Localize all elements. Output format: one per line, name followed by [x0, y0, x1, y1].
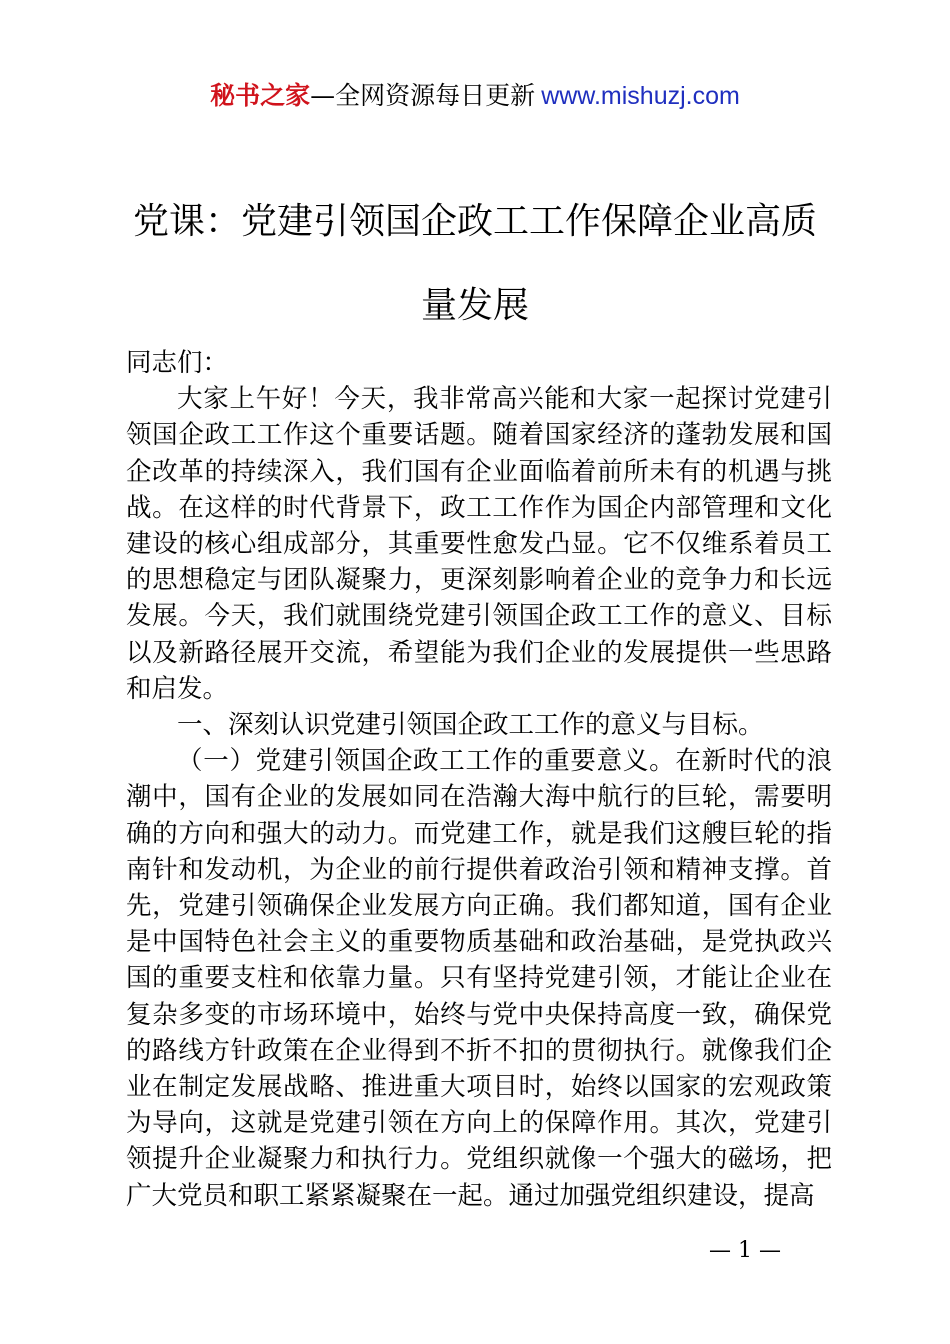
page-number: — 1 — [709, 1238, 781, 1263]
site-brand: 秘书之家 [210, 81, 311, 110]
section-heading-1: 一、深刻认识党建引领国企政工工作的意义与目标。 [177, 710, 764, 741]
site-tagline: —全网资源每日更新 [310, 81, 536, 110]
site-banner [0, 78, 950, 114]
paragraph-section-1-1: （一）党建引领国企政工工作的重要意义。在新时代的浪潮中，国有企业的发展如同在浩瀚大海中航行的巨轮，需要明确的方向和强大的动力。而党建工作，就是我们这艘巨轮的指南针和发动机，为企业的前行提供着政治引领和精神支撑。首先，党建引领确保企业发展方向正确。我们都知道，国有企业是中国特色社会主义的重要物质基础和政治基础，是党执政兴国的重要支柱和依靠力量。只有坚持党建引领，才能让企业在复杂多变的市场环境中，始终与党中央保持高度一致，确保党的路线方针政策在企业得到不折不扣的贯彻执行。就像我们企业在制定发展战略、推进重大项目时，始终以国家的宏观政策为导向，这就是党建引领在方向上的保障作用。其次，党建引领提升企业凝聚力和执行力。党组织就像一个强大的磁场，把广大党员和职工紧紧凝聚在一起。通过加强党组织建设，提高 [126, 746, 832, 1211]
document-body [126, 345, 832, 1214]
salutation: 同志们： [126, 348, 229, 378]
paragraph-intro: 大家上午好！今天，我非常高兴能和大家一起探讨党建引领国企政工工作这个重要话题。随着国家经济的蓬勃发展和国企改革的持续深入，我们国有企业面临着前所未有的机遇与挑战。在这样的时代背景下，政工工作作为国企内部管理和文化建设的核心组成部分，其重要性愈发凸显。它不仅维系着员工的思想稳定与团队凝聚力，更深刻影响着企业的竞争力和长远发展。今天，我们就围绕党建引领国企政工工作的意义、目标以及新路径展开交流，希望能为我们企业的发展提供一些思路和启发。 [126, 384, 832, 704]
site-url-link[interactable]: www.mishuzj.com [541, 82, 740, 110]
document-title: 党课：党建引领国企政工工作保障企业高质量发展 [132, 201, 817, 326]
